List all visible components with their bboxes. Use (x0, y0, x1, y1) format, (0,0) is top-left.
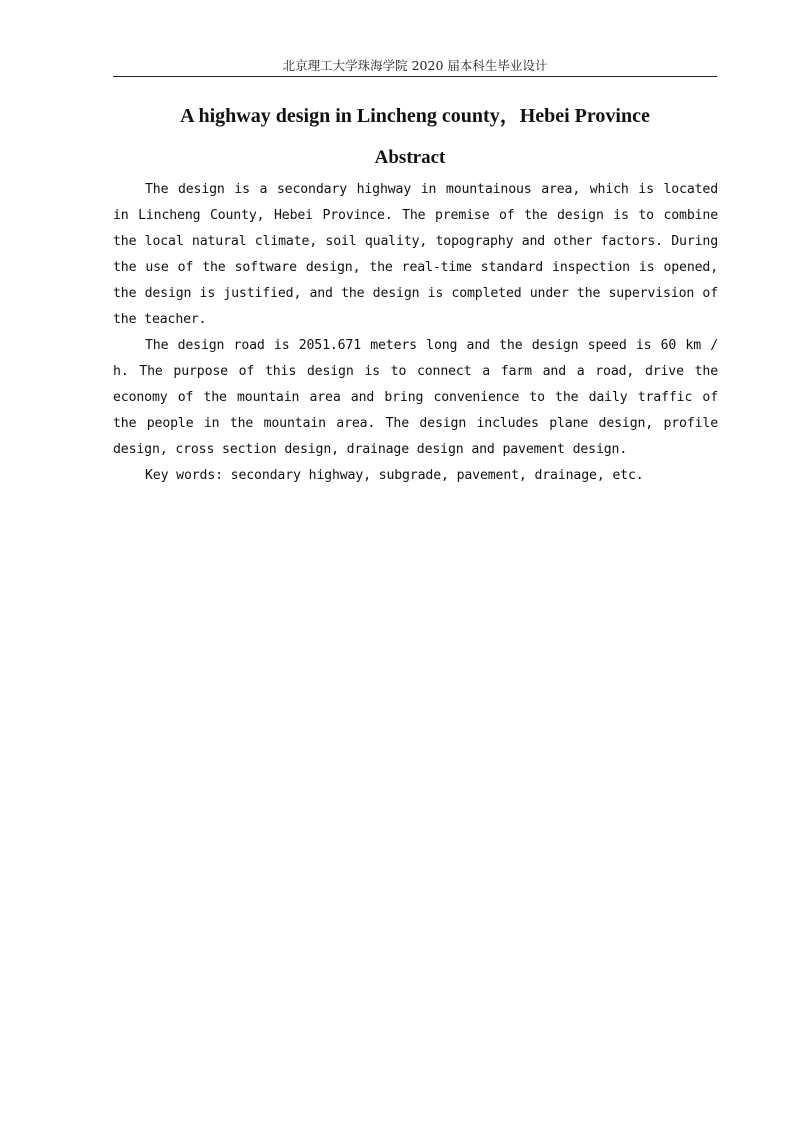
abstract-body (113, 177, 718, 489)
keywords-line: Key words: secondary highway, subgrade, pavement, drainage, etc. (145, 468, 644, 483)
abstract-heading: Abstract (374, 147, 446, 168)
page-header (113, 56, 717, 77)
abstract-paragraph-1: The design is a secondary highway in mountainous area, which is located in Lincheng County, Hebei Province. The premise of the design is to combine the local natural climate, soil quality, topography and other factors. During the use of the software design, the real-time standard inspection is opened, the design is justified, and the design is completed under the supervision of the teacher. (113, 182, 718, 327)
document-title: A highway design in Lincheng county，Hebei Province (180, 105, 650, 127)
header-institution-text: 北京理工大学珠海学院 2020 届本科生毕业设计 (282, 58, 548, 73)
abstract-paragraph-2: The design road is 2051.671 meters long and the design speed is 60 km / h. The purpose of this design is to connect a farm and a road, drive the economy of the mountain area and bring convenience to the daily traffic of the people in the mountain area. The design includes plane design, profile design, cross section design, drainage design and pavement design. (113, 338, 718, 457)
